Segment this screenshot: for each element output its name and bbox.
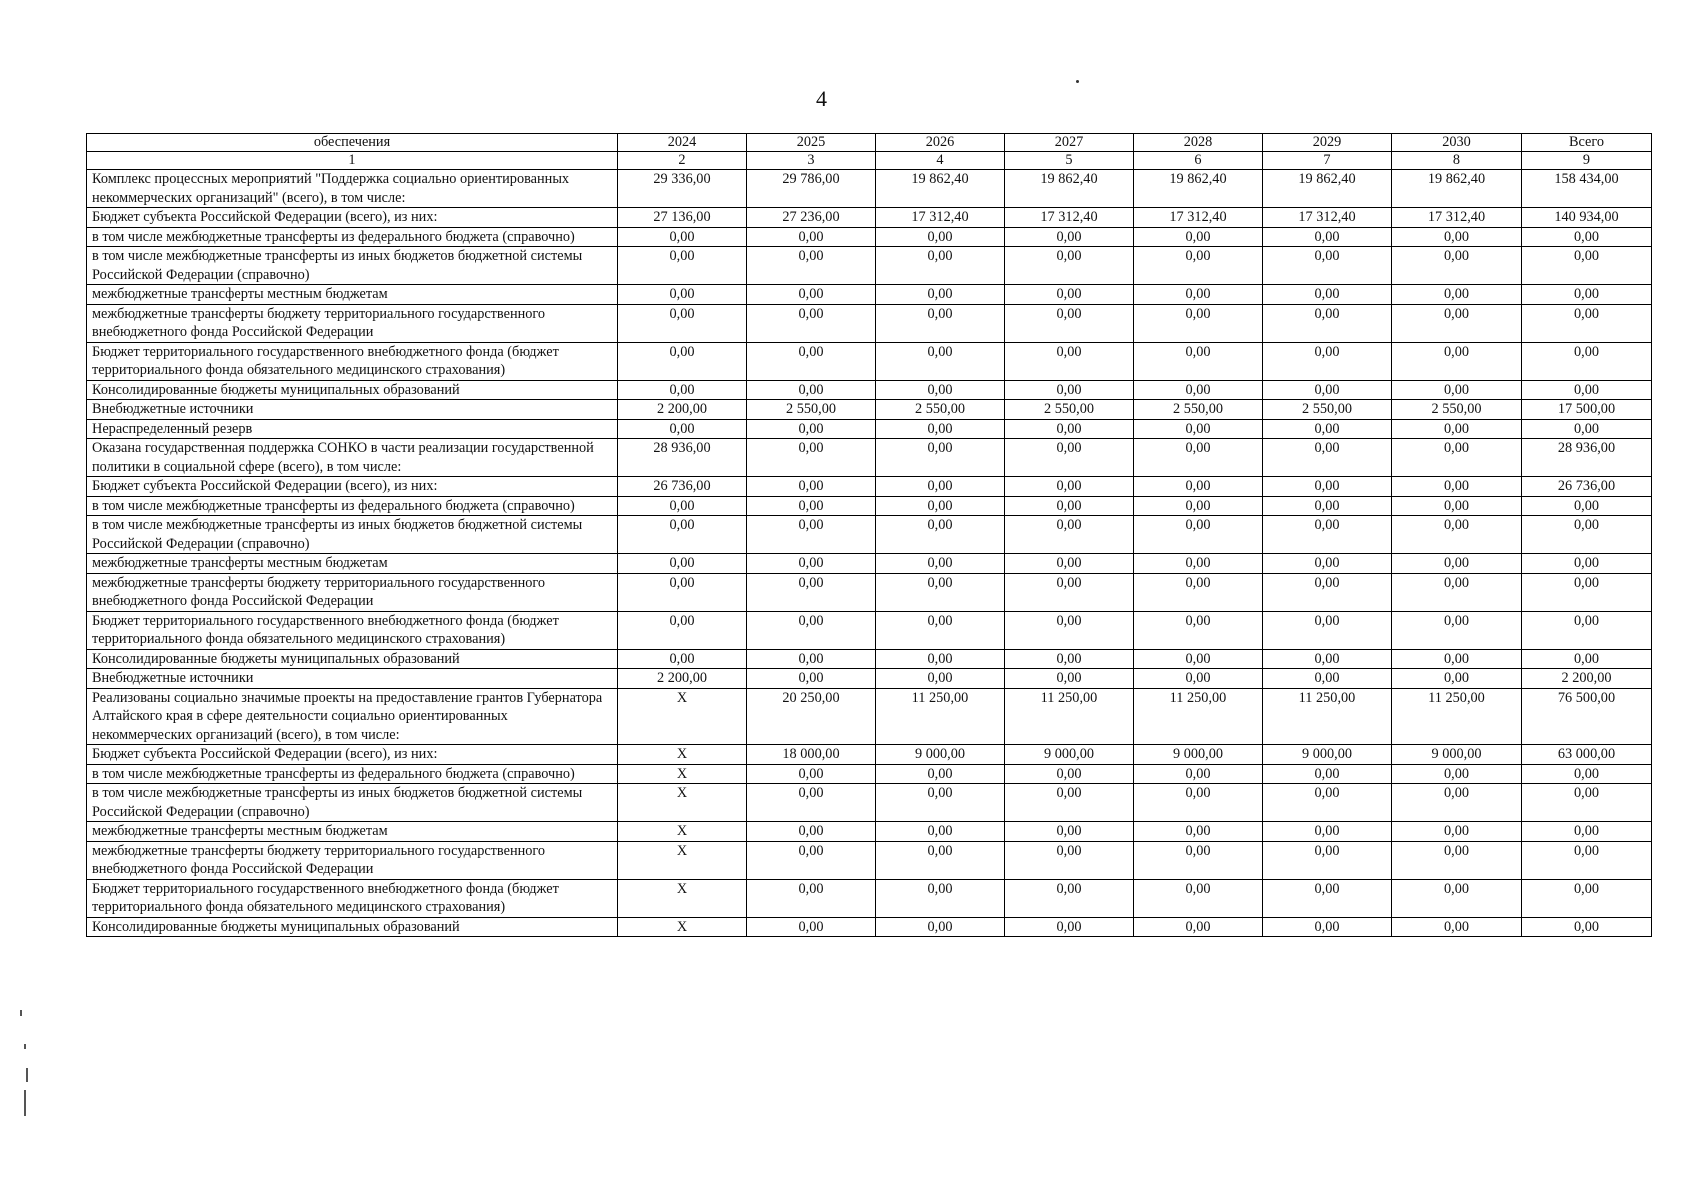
row-value-cell: 0,00 — [747, 304, 876, 342]
row-value-cell: 0,00 — [1005, 764, 1134, 784]
row-label: межбюджетные трансферты бюджету территориального государственного внебюджетного фонда Российской Федерации — [87, 304, 618, 342]
row-total-cell: 0,00 — [1522, 784, 1652, 822]
row-value-cell: X — [618, 917, 747, 937]
row-value-cell: 0,00 — [1134, 879, 1263, 917]
row-label: межбюджетные трансферты бюджету территориального государственного внебюджетного фонда Российской Федерации — [87, 573, 618, 611]
row-value-cell: 0,00 — [876, 822, 1005, 842]
row-label: в том числе межбюджетные трансферты из федерального бюджета (справочно) — [87, 496, 618, 516]
row-label: Внебюджетные источники — [87, 669, 618, 689]
row-value-cell: 0,00 — [1392, 439, 1522, 477]
row-value-cell: 0,00 — [1005, 227, 1134, 247]
row-value-cell: 2 550,00 — [1392, 400, 1522, 420]
row-value-cell: 0,00 — [618, 649, 747, 669]
row-value-cell: 0,00 — [1005, 496, 1134, 516]
row-value-cell: 0,00 — [618, 380, 747, 400]
table-row — [87, 554, 1652, 574]
row-label: Бюджет субъекта Российской Федерации (всего), из них: — [87, 745, 618, 765]
row-value-cell: 0,00 — [876, 304, 1005, 342]
table-row — [87, 917, 1652, 937]
row-value-cell: X — [618, 879, 747, 917]
row-value-cell: 0,00 — [1134, 477, 1263, 497]
row-value-cell: 0,00 — [1392, 917, 1522, 937]
header-year: 2029 — [1263, 134, 1392, 152]
row-label: в том числе межбюджетные трансферты из иных бюджетов бюджетной системы Российской Федерации (справочно) — [87, 784, 618, 822]
row-total-cell: 0,00 — [1522, 496, 1652, 516]
row-value-cell: 0,00 — [876, 917, 1005, 937]
row-label: Бюджет территориального государственного внебюджетного фонда (бюджет территориального фонда обязательного медицинского страхования) — [87, 879, 618, 917]
row-value-cell: 0,00 — [747, 554, 876, 574]
row-value-cell: 27 136,00 — [618, 208, 747, 228]
row-label: межбюджетные трансферты местным бюджетам — [87, 285, 618, 305]
row-value-cell: 0,00 — [618, 554, 747, 574]
row-value-cell: 0,00 — [747, 342, 876, 380]
row-total-cell: 140 934,00 — [1522, 208, 1652, 228]
row-value-cell: 0,00 — [1392, 380, 1522, 400]
table-row — [87, 669, 1652, 689]
row-total-cell: 17 500,00 — [1522, 400, 1652, 420]
row-value-cell: X — [618, 822, 747, 842]
header-year: 2030 — [1392, 134, 1522, 152]
row-value-cell: 0,00 — [747, 841, 876, 879]
row-value-cell: X — [618, 764, 747, 784]
row-value-cell: 0,00 — [876, 516, 1005, 554]
row-value-cell: 0,00 — [1263, 342, 1392, 380]
row-total-cell: 158 434,00 — [1522, 170, 1652, 208]
table-row — [87, 496, 1652, 516]
row-value-cell: 0,00 — [876, 285, 1005, 305]
row-value-cell: 0,00 — [1263, 822, 1392, 842]
header-years-row — [87, 134, 1652, 152]
row-value-cell: 0,00 — [1263, 764, 1392, 784]
row-value-cell: 0,00 — [1263, 516, 1392, 554]
row-value-cell: 0,00 — [747, 669, 876, 689]
table-row — [87, 611, 1652, 649]
row-value-cell: 0,00 — [1134, 285, 1263, 305]
row-value-cell: 0,00 — [1392, 669, 1522, 689]
row-value-cell: 0,00 — [1134, 380, 1263, 400]
table-row — [87, 841, 1652, 879]
row-value-cell: 0,00 — [876, 554, 1005, 574]
row-value-cell: 0,00 — [747, 227, 876, 247]
column-index: 5 — [1005, 152, 1134, 170]
row-value-cell: 19 862,40 — [1392, 170, 1522, 208]
row-value-cell: 9 000,00 — [1392, 745, 1522, 765]
row-total-cell: 0,00 — [1522, 516, 1652, 554]
row-value-cell: 19 862,40 — [1263, 170, 1392, 208]
row-value-cell: X — [618, 688, 747, 745]
column-index: 7 — [1263, 152, 1392, 170]
row-value-cell: 0,00 — [618, 573, 747, 611]
row-value-cell: 0,00 — [747, 496, 876, 516]
row-label: Бюджет субъекта Российской Федерации (всего), из них: — [87, 208, 618, 228]
row-value-cell: 2 550,00 — [1134, 400, 1263, 420]
row-value-cell: 0,00 — [1134, 841, 1263, 879]
row-value-cell: 0,00 — [876, 573, 1005, 611]
row-label: Консолидированные бюджеты муниципальных образований — [87, 649, 618, 669]
column-index: 6 — [1134, 152, 1263, 170]
row-value-cell: 11 250,00 — [1392, 688, 1522, 745]
column-index: 8 — [1392, 152, 1522, 170]
table-row — [87, 822, 1652, 842]
scan-speck — [1076, 80, 1079, 83]
row-value-cell: 0,00 — [1263, 419, 1392, 439]
row-value-cell: 0,00 — [618, 304, 747, 342]
row-value-cell: 0,00 — [1263, 496, 1392, 516]
row-value-cell: 0,00 — [1263, 649, 1392, 669]
row-value-cell: 0,00 — [876, 342, 1005, 380]
row-value-cell: 0,00 — [876, 247, 1005, 285]
row-value-cell: 0,00 — [1392, 649, 1522, 669]
row-total-cell: 2 200,00 — [1522, 669, 1652, 689]
row-value-cell: 0,00 — [618, 419, 747, 439]
row-label: межбюджетные трансферты местным бюджетам — [87, 822, 618, 842]
row-value-cell: 0,00 — [618, 516, 747, 554]
row-value-cell: 0,00 — [1005, 573, 1134, 611]
table-row — [87, 516, 1652, 554]
row-value-cell: 0,00 — [747, 247, 876, 285]
row-value-cell: 0,00 — [1263, 227, 1392, 247]
row-value-cell: 0,00 — [747, 784, 876, 822]
row-value-cell: 2 200,00 — [618, 669, 747, 689]
row-value-cell: 27 236,00 — [747, 208, 876, 228]
row-value-cell: 0,00 — [1005, 304, 1134, 342]
row-value-cell: 0,00 — [747, 380, 876, 400]
row-label: Оказана государственная поддержка СОНКО в части реализации государственной политики в социальной сфере (всего), в том числе: — [87, 439, 618, 477]
table-row — [87, 400, 1652, 420]
header-year: 2027 — [1005, 134, 1134, 152]
row-value-cell: 0,00 — [1392, 784, 1522, 822]
row-value-cell: 0,00 — [1005, 611, 1134, 649]
row-value-cell: 2 550,00 — [1263, 400, 1392, 420]
row-value-cell: 9 000,00 — [1134, 745, 1263, 765]
row-value-cell: 0,00 — [1392, 496, 1522, 516]
row-label: в том числе межбюджетные трансферты из иных бюджетов бюджетной системы Российской Федерации (справочно) — [87, 247, 618, 285]
row-total-cell: 0,00 — [1522, 917, 1652, 937]
row-label: Нераспределенный резерв — [87, 419, 618, 439]
row-value-cell: 0,00 — [618, 611, 747, 649]
row-label: в том числе межбюджетные трансферты из федерального бюджета (справочно) — [87, 764, 618, 784]
row-value-cell: 0,00 — [747, 439, 876, 477]
row-value-cell: 0,00 — [1005, 439, 1134, 477]
row-value-cell: 0,00 — [876, 764, 1005, 784]
column-index: 3 — [747, 152, 876, 170]
row-total-cell: 0,00 — [1522, 879, 1652, 917]
row-value-cell: 0,00 — [876, 879, 1005, 917]
row-value-cell: 17 312,40 — [1005, 208, 1134, 228]
row-value-cell: 0,00 — [1392, 477, 1522, 497]
table-row — [87, 649, 1652, 669]
table-row — [87, 247, 1652, 285]
row-value-cell: 0,00 — [747, 285, 876, 305]
row-value-cell: 0,00 — [1263, 669, 1392, 689]
header-label: обеспечения — [87, 134, 618, 152]
row-label: в том числе межбюджетные трансферты из федерального бюджета (справочно) — [87, 227, 618, 247]
header-total: Всего — [1522, 134, 1652, 152]
row-value-cell: 0,00 — [1263, 917, 1392, 937]
row-value-cell: 0,00 — [1134, 496, 1263, 516]
row-value-cell: 9 000,00 — [876, 745, 1005, 765]
row-value-cell: 29 336,00 — [618, 170, 747, 208]
row-value-cell: 0,00 — [1005, 380, 1134, 400]
row-value-cell: 0,00 — [876, 611, 1005, 649]
row-value-cell: 0,00 — [1392, 611, 1522, 649]
row-value-cell: 11 250,00 — [1005, 688, 1134, 745]
row-value-cell: 0,00 — [1392, 879, 1522, 917]
row-value-cell: 0,00 — [1005, 342, 1134, 380]
row-label: Бюджет субъекта Российской Федерации (всего), из них: — [87, 477, 618, 497]
table-row — [87, 342, 1652, 380]
row-value-cell: 0,00 — [1005, 822, 1134, 842]
row-value-cell: 0,00 — [1263, 285, 1392, 305]
row-value-cell: 0,00 — [1134, 516, 1263, 554]
header-year: 2026 — [876, 134, 1005, 152]
table-row — [87, 380, 1652, 400]
row-value-cell: 0,00 — [1005, 516, 1134, 554]
row-value-cell: 19 862,40 — [1005, 170, 1134, 208]
row-value-cell: 17 312,40 — [876, 208, 1005, 228]
row-value-cell: 0,00 — [747, 611, 876, 649]
row-total-cell: 0,00 — [1522, 573, 1652, 611]
row-total-cell: 0,00 — [1522, 304, 1652, 342]
row-value-cell: 0,00 — [1134, 439, 1263, 477]
row-total-cell: 0,00 — [1522, 380, 1652, 400]
header-year: 2025 — [747, 134, 876, 152]
row-label: Бюджет территориального государственного внебюджетного фонда (бюджет территориального фонда обязательного медицинского страхования) — [87, 611, 618, 649]
row-label: Консолидированные бюджеты муниципальных образований — [87, 917, 618, 937]
row-value-cell: 0,00 — [618, 285, 747, 305]
row-value-cell: 0,00 — [876, 439, 1005, 477]
table-row — [87, 477, 1652, 497]
row-value-cell: 0,00 — [1392, 247, 1522, 285]
row-value-cell: 0,00 — [1005, 554, 1134, 574]
row-value-cell: 0,00 — [1005, 917, 1134, 937]
row-value-cell: 0,00 — [1005, 784, 1134, 822]
row-value-cell: 11 250,00 — [1134, 688, 1263, 745]
row-value-cell: 0,00 — [876, 227, 1005, 247]
row-label: Внебюджетные источники — [87, 400, 618, 420]
row-value-cell: 0,00 — [747, 917, 876, 937]
row-value-cell: 0,00 — [1005, 841, 1134, 879]
row-value-cell: 0,00 — [1005, 477, 1134, 497]
table-row — [87, 170, 1652, 208]
row-value-cell: 0,00 — [1392, 516, 1522, 554]
row-label: Консолидированные бюджеты муниципальных образований — [87, 380, 618, 400]
row-value-cell: 11 250,00 — [1263, 688, 1392, 745]
row-label: межбюджетные трансферты бюджету территориального государственного внебюджетного фонда Российской Федерации — [87, 841, 618, 879]
row-value-cell: 0,00 — [1134, 304, 1263, 342]
row-value-cell: 0,00 — [1134, 669, 1263, 689]
row-value-cell: 29 786,00 — [747, 170, 876, 208]
row-value-cell: 0,00 — [1263, 247, 1392, 285]
row-value-cell: 0,00 — [1263, 841, 1392, 879]
row-value-cell: 0,00 — [1392, 764, 1522, 784]
column-index: 4 — [876, 152, 1005, 170]
row-total-cell: 0,00 — [1522, 247, 1652, 285]
row-value-cell: 19 862,40 — [1134, 170, 1263, 208]
row-total-cell: 0,00 — [1522, 764, 1652, 784]
row-value-cell: 0,00 — [1134, 917, 1263, 937]
header-year: 2024 — [618, 134, 747, 152]
table-row — [87, 688, 1652, 745]
row-value-cell: 0,00 — [618, 227, 747, 247]
row-value-cell: 0,00 — [1134, 784, 1263, 822]
row-value-cell: 0,00 — [1392, 822, 1522, 842]
table-row — [87, 419, 1652, 439]
row-value-cell: X — [618, 745, 747, 765]
row-value-cell: 0,00 — [876, 669, 1005, 689]
row-total-cell: 0,00 — [1522, 611, 1652, 649]
budget-table — [86, 133, 1652, 937]
row-value-cell: 0,00 — [1263, 439, 1392, 477]
row-value-cell: 9 000,00 — [1005, 745, 1134, 765]
row-label: межбюджетные трансферты местным бюджетам — [87, 554, 618, 574]
row-value-cell: 0,00 — [1134, 554, 1263, 574]
row-value-cell: 0,00 — [1263, 784, 1392, 822]
row-value-cell: 11 250,00 — [876, 688, 1005, 745]
row-value-cell: 0,00 — [747, 822, 876, 842]
row-total-cell: 63 000,00 — [1522, 745, 1652, 765]
row-value-cell: 0,00 — [1263, 611, 1392, 649]
row-value-cell: 0,00 — [618, 247, 747, 285]
row-value-cell: 0,00 — [747, 879, 876, 917]
row-value-cell: 0,00 — [1263, 304, 1392, 342]
row-value-cell: 0,00 — [618, 496, 747, 516]
row-label: в том числе межбюджетные трансферты из иных бюджетов бюджетной системы Российской Федерации (справочно) — [87, 516, 618, 554]
row-value-cell: 0,00 — [1005, 649, 1134, 669]
table-row — [87, 879, 1652, 917]
row-value-cell: 0,00 — [1392, 573, 1522, 611]
row-value-cell: 17 312,40 — [1134, 208, 1263, 228]
row-value-cell: 0,00 — [1263, 477, 1392, 497]
row-total-cell: 0,00 — [1522, 822, 1652, 842]
row-value-cell: 0,00 — [1392, 227, 1522, 247]
column-index: 9 — [1522, 152, 1652, 170]
row-total-cell: 0,00 — [1522, 841, 1652, 879]
row-value-cell: 0,00 — [876, 784, 1005, 822]
table-row — [87, 304, 1652, 342]
row-value-cell: 19 862,40 — [876, 170, 1005, 208]
row-value-cell: 0,00 — [747, 516, 876, 554]
row-value-cell: 2 550,00 — [1005, 400, 1134, 420]
table-row — [87, 439, 1652, 477]
row-value-cell: 2 550,00 — [747, 400, 876, 420]
row-total-cell: 76 500,00 — [1522, 688, 1652, 745]
row-value-cell: 0,00 — [1392, 554, 1522, 574]
row-value-cell: 17 312,40 — [1263, 208, 1392, 228]
table-row — [87, 764, 1652, 784]
row-value-cell: 2 550,00 — [876, 400, 1005, 420]
row-value-cell: 0,00 — [747, 573, 876, 611]
row-value-cell: 0,00 — [1005, 419, 1134, 439]
row-value-cell: 28 936,00 — [618, 439, 747, 477]
table-row — [87, 745, 1652, 765]
row-value-cell: 0,00 — [1263, 380, 1392, 400]
column-index: 1 — [87, 152, 618, 170]
row-value-cell: 17 312,40 — [1392, 208, 1522, 228]
table-row — [87, 285, 1652, 305]
row-value-cell: 18 000,00 — [747, 745, 876, 765]
table-row — [87, 784, 1652, 822]
row-value-cell: 0,00 — [1392, 419, 1522, 439]
table-row — [87, 227, 1652, 247]
row-value-cell: 0,00 — [1134, 611, 1263, 649]
row-value-cell: 0,00 — [1005, 669, 1134, 689]
row-value-cell: 0,00 — [876, 496, 1005, 516]
row-value-cell: 0,00 — [747, 649, 876, 669]
row-value-cell: 0,00 — [1392, 841, 1522, 879]
row-value-cell: 0,00 — [1005, 247, 1134, 285]
row-value-cell: 0,00 — [1134, 247, 1263, 285]
row-value-cell: 0,00 — [1263, 879, 1392, 917]
row-value-cell: 0,00 — [1134, 342, 1263, 380]
table-row — [87, 208, 1652, 228]
row-value-cell: 0,00 — [876, 477, 1005, 497]
row-value-cell: 0,00 — [1134, 764, 1263, 784]
row-value-cell: 0,00 — [1134, 227, 1263, 247]
row-value-cell: X — [618, 784, 747, 822]
row-value-cell: 0,00 — [618, 342, 747, 380]
row-label: Комплекс процессных мероприятий "Поддержка социально ориентированных некоммерческих организаций" (всего), в том числе: — [87, 170, 618, 208]
row-value-cell: 0,00 — [1263, 554, 1392, 574]
row-value-cell: 0,00 — [876, 419, 1005, 439]
row-value-cell: 2 200,00 — [618, 400, 747, 420]
table-row — [87, 573, 1652, 611]
row-value-cell: 0,00 — [1134, 573, 1263, 611]
row-value-cell: 0,00 — [747, 419, 876, 439]
budget-table-body — [87, 134, 1652, 937]
row-total-cell: 28 936,00 — [1522, 439, 1652, 477]
row-total-cell: 0,00 — [1522, 649, 1652, 669]
row-total-cell: 0,00 — [1522, 342, 1652, 380]
row-total-cell: 0,00 — [1522, 419, 1652, 439]
row-value-cell: 0,00 — [1005, 879, 1134, 917]
row-value-cell: 0,00 — [876, 380, 1005, 400]
row-value-cell: 0,00 — [1134, 822, 1263, 842]
row-value-cell: 0,00 — [1263, 573, 1392, 611]
row-value-cell: 0,00 — [1392, 342, 1522, 380]
row-value-cell: 0,00 — [1392, 304, 1522, 342]
row-value-cell: 0,00 — [747, 477, 876, 497]
row-label: Реализованы социально значимые проекты на предоставление грантов Губернатора Алтайского края в сфере деятельности социально ориентированных некоммерческих организаций (всего), в том числе: — [87, 688, 618, 745]
row-total-cell: 0,00 — [1522, 554, 1652, 574]
row-value-cell: 9 000,00 — [1263, 745, 1392, 765]
row-value-cell: 0,00 — [747, 764, 876, 784]
row-value-cell: 20 250,00 — [747, 688, 876, 745]
margin-marks — [18, 1010, 30, 1120]
row-value-cell: 0,00 — [1005, 285, 1134, 305]
row-value-cell: X — [618, 841, 747, 879]
row-value-cell: 0,00 — [1134, 649, 1263, 669]
row-total-cell: 0,00 — [1522, 285, 1652, 305]
row-value-cell: 26 736,00 — [618, 477, 747, 497]
row-total-cell: 0,00 — [1522, 227, 1652, 247]
page-number: 4 — [816, 86, 827, 111]
column-index: 2 — [618, 152, 747, 170]
row-value-cell: 0,00 — [1134, 419, 1263, 439]
row-value-cell: 0,00 — [1392, 285, 1522, 305]
row-value-cell: 0,00 — [876, 649, 1005, 669]
row-value-cell: 0,00 — [876, 841, 1005, 879]
header-year: 2028 — [1134, 134, 1263, 152]
header-index-row — [87, 152, 1652, 170]
row-label: Бюджет территориального государственного внебюджетного фонда (бюджет территориального фонда обязательного медицинского страхования) — [87, 342, 618, 380]
row-total-cell: 26 736,00 — [1522, 477, 1652, 497]
